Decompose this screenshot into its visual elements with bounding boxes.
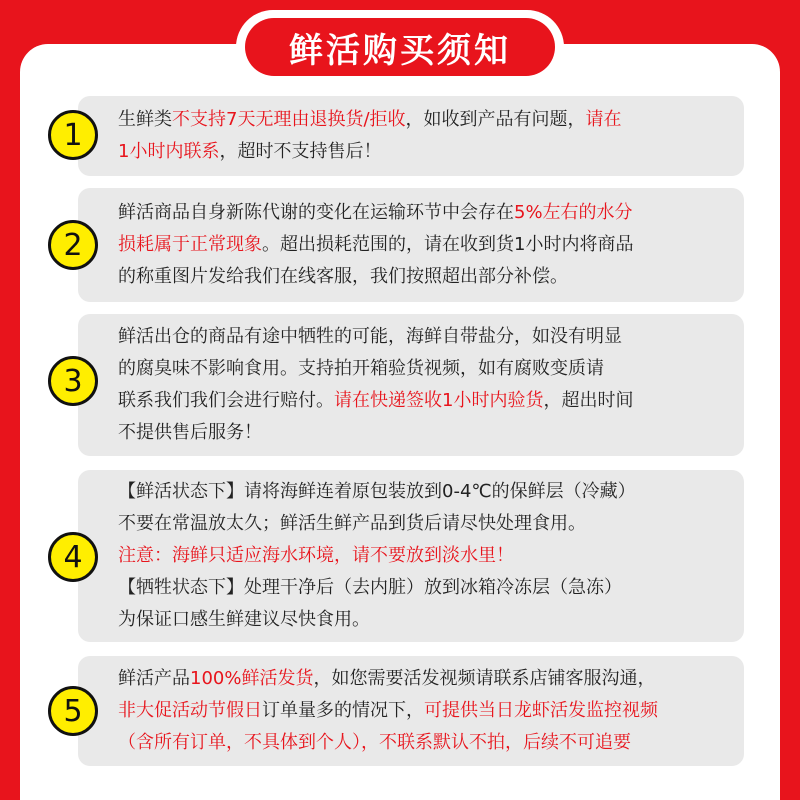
notice-line [118,104,724,136]
number-badge-2: 2 [48,220,98,270]
notice-text: 。超出损耗范围的，请在收到货1小时内将商品 [262,234,634,255]
notice-text: 不要在常温放太久；鲜活生鲜产品到货后请尽快处理食用。 [118,513,586,534]
number-badge-5: 5 [48,686,98,736]
page-title: 鲜活购买须知 [245,18,555,76]
highlight-text: 损耗属于正常现象 [118,234,262,255]
notice-line [118,572,724,604]
notice-card-4 [78,470,744,642]
highlight-text: 请在快递签收1小时内验货 [334,390,544,411]
notice-text: 联系我们我们会进行赔付。 [118,390,334,411]
notice-text: ，超时不支持售后！ [219,141,382,162]
highlight-text: 1小时内联系 [118,141,220,162]
notice-text: 的腐臭味不影响食用。支持拍开箱验货视频，如有腐败变质请 [118,358,604,379]
notice-text: 订单量多的情况下， [262,700,424,721]
notice-text: ，如您需要活发视频请联系店铺客服沟通， [313,668,656,689]
notice-line [118,727,724,759]
notice-line [118,508,724,540]
notice-card-1 [78,96,744,176]
notice-line [118,136,724,168]
notice-line [118,540,724,572]
highlight-text: 请在 [585,109,622,130]
notice-line [118,321,724,353]
notice-text: 【鲜活状态下】请将海鲜连着原包装放到0-4℃的保鲜层（冷藏） [118,481,636,502]
notice-card-2 [78,188,744,302]
notice-line [118,197,724,229]
highlight-text: 不支持7天无理由退换货/拒收 [172,109,406,130]
highlight-text: 100%鲜活发货 [190,668,314,689]
notice-line [118,476,724,508]
notice-text: 鲜活出仓的商品有途中牺牲的可能，海鲜自带盐分，如没有明显 [118,326,622,347]
highlight-text: 5%左右的水分 [514,202,633,223]
highlight-text: 非大促活动节假日 [118,700,262,721]
notice-line [118,229,724,261]
title-badge [236,10,564,84]
notice-line [118,663,724,695]
notice-text: 【牺牲状态下】处理干净后（去内脏）放到冰箱冷冻层（急冻） [118,577,622,598]
notice-card-5 [78,656,744,766]
highlight-text: 可提供当日龙虾活发监控视频 [424,700,658,721]
notice-line [118,604,724,636]
highlight-text: （含所有订单，不具体到个人），不联系默认不拍，后续不可追要 [118,732,631,753]
notice-card-3 [78,314,744,456]
notice-line [118,695,724,727]
notice-line [118,385,724,417]
notice-text: 不提供售后服务！ [118,422,262,443]
notice-text: 的称重图片发给我们在线客服，我们按照超出部分补偿。 [118,266,568,287]
number-badge-3: 3 [48,356,98,406]
number-badge-4: 4 [48,532,98,582]
number-badge-1: 1 [48,110,98,160]
notice-text: 鲜活商品自身新陈代谢的变化在运输环节中会存在 [118,202,514,223]
notice-text: ，超出时间 [543,390,634,411]
notice-text: ，如收到产品有问题， [405,109,586,130]
notice-line [118,417,724,449]
highlight-text: 注意：海鲜只适应海水环境，请不要放到淡水里！ [118,545,514,566]
notice-line [118,261,724,293]
notice-text: 为保证口感生鲜建议尽快食用。 [118,609,370,630]
notice-text: 生鲜类 [118,109,172,130]
notice-line [118,353,724,385]
notice-text: 鲜活产品 [118,668,190,689]
